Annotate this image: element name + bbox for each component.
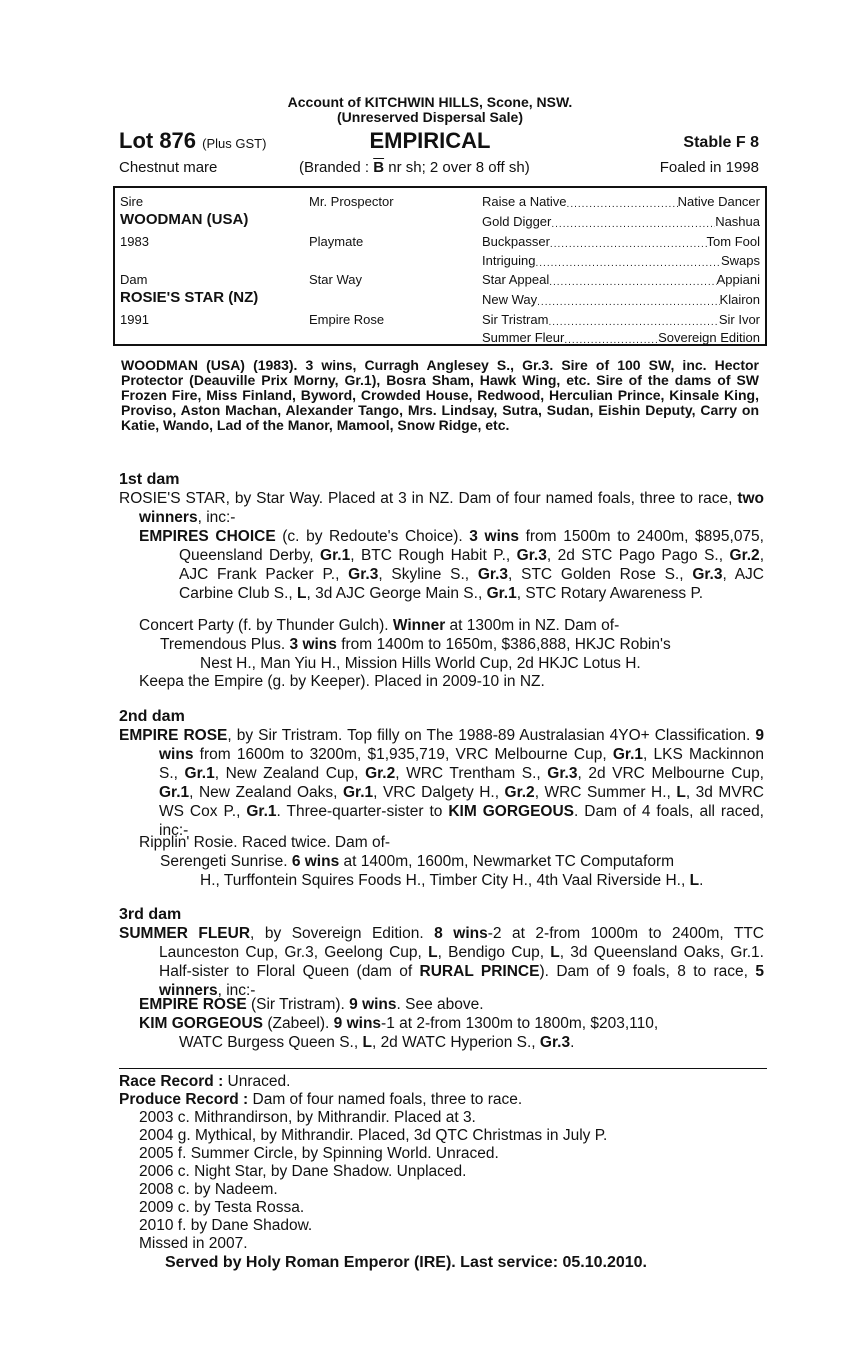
second-dam-heading: 2nd dam — [119, 708, 185, 725]
sale-type-line: (Unreserved Dispersal Sale) — [337, 109, 523, 125]
produce-item: 2003 c. Mithrandirson, by Mithrandir. Placed at 3. — [139, 1109, 476, 1126]
dam-label: Dam — [120, 272, 148, 287]
gen3-row: Sir Tristram ..... Sir Ivor — [482, 312, 760, 331]
kim-gorgeous-cont: WATC Burgess Queen S., L, 2d WATC Hyperion S., Gr.3. — [179, 1034, 575, 1051]
produce-item: 2005 f. Summer Circle, by Spinning World. Unraced. — [139, 1145, 499, 1162]
sire-label: Sire — [120, 194, 144, 209]
horse-name: EMPIRICAL — [369, 128, 491, 153]
gen2-sire-dam: Playmate — [309, 234, 364, 249]
brand-suffix: nr sh; 2 over 8 off sh) — [388, 159, 530, 176]
produce-item: 2004 g. Mythical, by Mithrandir. Placed, 3d QTC Christmas in July P. — [139, 1127, 608, 1144]
empire-rose-3rd-entry: EMPIRE ROSE (Sir Tristram). 9 wins. See above. — [139, 996, 484, 1013]
third-dam-heading: 3rd dam — [119, 906, 182, 923]
empire-rose-entry: EMPIRE ROSE, by Sir Tristram. Top filly on The 1988-89 Australasian 4YO+ Classification. 9 wins from 1600m to 3200m, $1,935,719, VRC Melbourne Cup, Gr.1, LKS Mackinnon S., Gr.1, New Zealand Cup, Gr.2, WRC Trentham S., Gr.3, 2d VRC Melbourne Cup, Gr.1, New Zealand Oaks, Gr.1, VRC Dalgety H., Gr.2, WRC Summer H., L, 3d MVRC WS Cox P., Gr.1. Three-quarter-sister to KIM GORGEOUS. Dam of 4 foals, all raced, inc:- — [119, 727, 764, 839]
concert-party-entry: Concert Party (f. by Thunder Gulch). Winner at 1300m in NZ. Dam of- — [139, 617, 620, 634]
gen2-dam-sire: Star Way — [309, 272, 362, 287]
first-dam-heading: 1st dam — [119, 471, 180, 488]
serengeti-sunrise-entry: Serengeti Sunrise. 6 wins at 1400m, 1600m, Newmarket TC Computaform — [160, 853, 675, 870]
keepa-entry: Keepa the Empire (g. by Keeper). Placed in 2009-10 in NZ. — [139, 673, 545, 690]
sire-name: WOODMAN (USA) — [120, 211, 249, 228]
empires-choice-entry: EMPIRES CHOICE (c. by Redoute's Choice). 3 wins from 1500m to 2400m, $895,075, Queensland Derby, Gr.1, BTC Rough Habit P., Gr.3, 2d STC Pago Pago S., Gr.2, AJC Frank Packer P., Gr.3, Skyline S., Gr.3, STC Golden Rose S., Gr.3, AJC Carbine Club S., L, 3d AJC George Main S., Gr.1, STC Rotary Awareness P. — [139, 528, 764, 602]
stable-label: Stable F 8 — [683, 134, 759, 151]
horse-description: Chestnut mare — [119, 159, 218, 176]
gen3-row: New Way ..... Klairon — [482, 292, 760, 311]
gen2-sire-sire: Mr. Prospector — [309, 194, 394, 209]
gen3-row: Star Appeal ..... Appiani — [482, 272, 760, 291]
gen3-row: Gold Digger ..... Nashua — [482, 214, 760, 233]
sire-summary: WOODMAN (USA) (1983). 3 wins, Curragh Anglesey S., Gr.3. Sire of 100 SW, inc. Hector Protector (Deauville Prix Morny, Gr.1), Bosra Sham, Hawk Wing, etc. Sire of the dams of SW Frozen Fire, Miss Finland, Byword, Crowded House, Redwood, Herculian Prince, Kinsale King, Proviso, Aston Machan, Alexander Tango, Mrs. Lindsay, Sutra, Sudan, Eishin Deputy, Carry on Katie, Wando, Lad of the Manor, Mamool, Snow Ridge, etc. — [121, 357, 759, 433]
serengeti-sunrise-cont: H., Turffontein Squires Foods H., Timber City H., 4th Vaal Riverside H., L. — [200, 872, 704, 889]
kim-gorgeous-entry: KIM GORGEOUS (Zabeel). 9 wins-1 at 2-from 1300m to 1800m, $203,110, — [139, 1015, 659, 1032]
produce-item: 2006 c. Night Star, by Dane Shadow. Unplaced. — [139, 1163, 467, 1180]
produce-item: 2009 c. by Testa Rossa. — [139, 1199, 305, 1216]
lot-label: Lot 876 — [119, 128, 197, 153]
gen3-row: Buckpasser ..... Tom Fool — [482, 234, 760, 253]
gst-note: (Plus GST) — [202, 136, 267, 151]
sire-year: 1983 — [120, 234, 149, 249]
gen3-row: Raise a Native ..... Native Dancer — [482, 194, 760, 213]
summer-fleur-entry: SUMMER FLEUR, by Sovereign Edition. 8 wins-2 at 2-from 1000m to 2400m, TTC Launceston Cup, Gr.3, Geelong Cup, L, Bendigo Cup, L, 3d Queensland Oaks, Gr.1. Half-sister to Floral Queen (dam of RURAL PRINCE). Dam of 9 foals, 8 to race, 5 winners, inc:- — [119, 925, 765, 999]
gen3-row: Summer Fleur ..... Sovereign Edition — [482, 330, 760, 349]
dam-year: 1991 — [120, 312, 149, 327]
brand-info — [299, 159, 530, 176]
first-dam-intro: ROSIE'S STAR, by Star Way. Placed at 3 in NZ. Dam of four named foals, three to race, two winners, inc:- — [119, 490, 764, 526]
produce-record: Produce Record : Dam of four named foals, three to race. — [119, 1091, 523, 1108]
tremendous-plus-entry: Tremendous Plus. 3 wins from 1400m to 1650m, $386,888, HKJC Robin's — [160, 636, 671, 653]
service-note: Served by Holy Roman Emperor (IRE). Last service: 05.10.2010. — [165, 1254, 647, 1271]
brand-prefix: (Branded : — [299, 159, 370, 176]
section-divider — [119, 1068, 767, 1069]
foaled-year: Foaled in 1998 — [659, 159, 759, 176]
pedigree-table — [113, 186, 767, 346]
produce-item: 2008 c. by Nadeem. — [139, 1181, 278, 1198]
gen3-row: Intriguing ..... Swaps — [482, 253, 760, 272]
ripplin-rosie-entry: Ripplin' Rosie. Raced twice. Dam of- — [139, 834, 391, 851]
brand-symbol: $\overline{B}$ — [373, 159, 385, 176]
produce-item: 2010 f. by Dane Shadow. — [139, 1217, 313, 1234]
dam-name: ROSIE'S STAR (NZ) — [120, 289, 259, 306]
gen2-dam-dam: Empire Rose — [309, 312, 385, 327]
consignor-line: Account of KITCHWIN HILLS, Scone, NSW. — [287, 94, 573, 110]
tremendous-plus-cont: Nest H., Man Yiu H., Mission Hills World Cup, 2d HKJC Lotus H. — [200, 655, 641, 672]
race-record: Race Record : Unraced. — [119, 1073, 291, 1090]
produce-item: Missed in 2007. — [139, 1235, 248, 1252]
